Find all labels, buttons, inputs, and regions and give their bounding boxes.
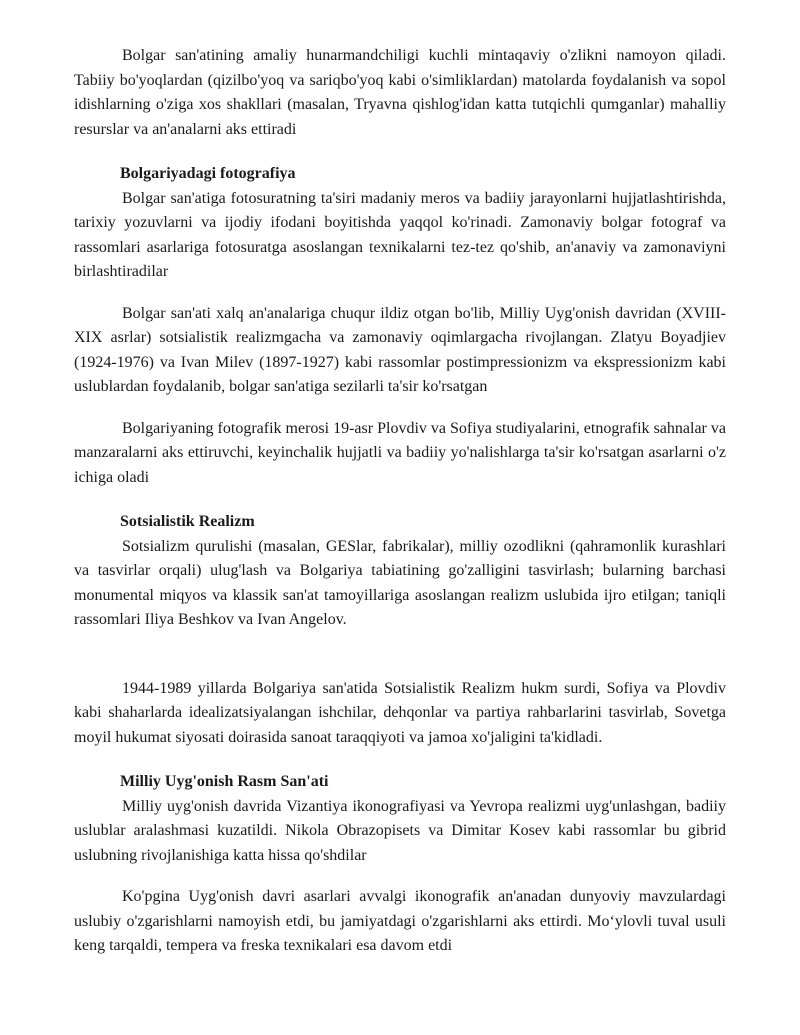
heading-socialist-realism: Sotsialistik Realizm (120, 513, 255, 530)
spacer (74, 142, 726, 162)
paragraph-1944-1989: 1944-1989 yillarda Bolgariya san'atida Sotsialistik Realizm hukm surdi, Sofiya va Plovdiv kabi shaharlarda idealizatsiyalangan ishchilar, dehqonlar va partiya rahbarlarini tasvirlab, Sovetga moyil hukumat siyosati doirasida sanoat taraqqiyoti va jamoa xo'jaligini ta'kidladi. (74, 679, 726, 746)
paragraph-applied-crafts: Bolgar san'atining amaliy hunarmandchiligi kuchli mintaqaviy o'zlikni namoyon qiladi. Tabiiy bo'yoqlardan (qizilbo'yoq va sariqbo'yoq kabi o'simliklardan) matolarda foydalanish va sopol idishlarning o'ziga xos shakllari (masalan, Tryavna qishlog'idan katta tutqichli qumganlar) mahalliy resurslar va an'analarni aks ettiradi (74, 47, 726, 138)
spacer (74, 490, 726, 510)
document-page (74, 44, 726, 959)
paragraph-revival-works: Ko'pgina Uyg'onish davri asarlari avvalgi ikonografik an'anadan dunyoviy mavzulardagi uslubiy o'zgarishlarni namoyish etdi, bu jamiyatdagi o'zgarishlarni aks ettirdi. Mo‘ylovli tuval usuli keng tarqaldi, tempera va freska texnikalari esa davom etdi (74, 888, 726, 954)
paragraph-photography-influence: Bolgar san'atiga fotosuratning ta'siri madaniy meros va badiiy jarayonlarni hujjatlashtirishda, tarixiy yozuvlarni va ijodiy ifodani boyitishda yaqqol ko'rinadi. Zamonaviy bolgar fotograf va rassomlari asarlariga fotosuratga asoslangan texnikalarni tez-tez qo'shib, an'anaviy va zamonaviyni birlashtiradilar (74, 189, 726, 280)
spacer (74, 633, 726, 677)
heading-national-revival: Milliy Uyg'onish Rasm San'ati (120, 773, 329, 790)
paragraph-socialism-construction: Sotsializm qurulishi (masalan, GESlar, fabrikalar), milliy ozodlikni (qahramonlik kurashlari va tasvirlar orqali) ulug'lash va Bolgariya tabiatining go'zalligini tasvirlash; bularning barchasi monumental miqyos va klassik san'at tamoyillariga asoslangan realizm uslubida ijro etilgan; taniqli rassomlari Iliya Beshkov va Ivan Angelov. (74, 537, 726, 628)
spacer (74, 400, 726, 417)
paragraph-photographic-heritage: Bolgariyaning fotografik merosi 19-asr Plovdiv va Sofiya studiyalarini, etnografik sahnalar va manzaralarni aks ettiruvchi, keyinchalik hujjatli va badiiy yo'nalishlarga ta'sir ko'rsatgan asarlarni o'z ichiga oladi (74, 419, 726, 486)
spacer (74, 868, 726, 885)
paragraph-revival-styles: Milliy uyg'onish davrida Vizantiya ikonografiyasi va Yevropa realizmi uyg'unlashgan, badiiy uslublar aralashmasi kuzatildi. Nikola Obrazopisets va Dimitar Kosev kabi rassomlar bu gibrid uslubning rivojlanishiga katta hissa qo'shdilar (74, 797, 726, 864)
heading-photography: Bolgariyadagi fotografiya (120, 165, 296, 182)
paragraph-folk-traditions: Bolgar san'ati xalq an'analariga chuqur ildiz otgan bo'lib, Milliy Uyg'onish davridan (XVIII-XIX asrlar) sotsialistik realizmgacha va zamonaviy oqimlargacha rivojlangan. Zlatyu Boyadjiev (1924-1976) va Ivan Milev (1897-1927) kabi rassomlar postimpressionizm va ekspressionizm kabi uslublardan foydalanib, bolgar san'atiga sezilarli ta'sir ko'rsatgan (74, 304, 726, 395)
spacer (74, 285, 726, 302)
spacer (74, 750, 726, 770)
